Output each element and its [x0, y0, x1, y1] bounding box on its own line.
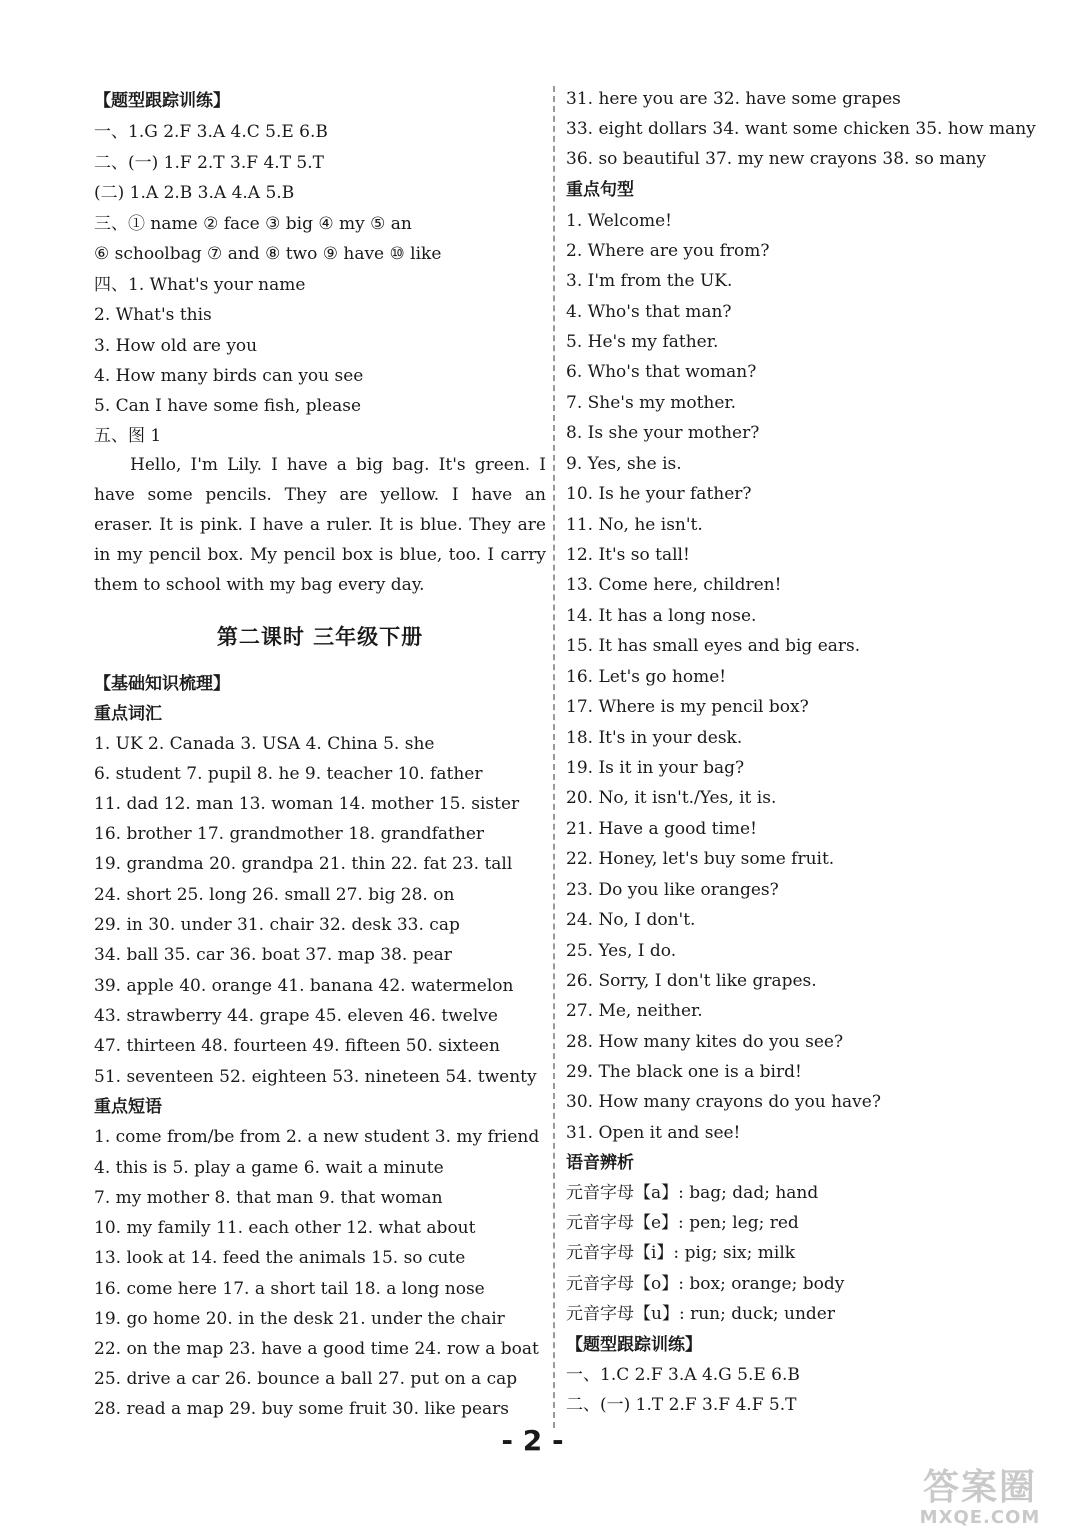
answer-line: 3. How old are you	[94, 336, 258, 356]
sentence-line: 8. Is she your mother?	[566, 423, 760, 443]
sentence-line: 19. Is it in your bag?	[566, 758, 745, 778]
answer-line: 五、图 1	[94, 426, 162, 446]
subsection-heading: 重点短语	[94, 1097, 162, 1117]
phrase-line: 1. come from/be from 2. a new student 3. my friend	[94, 1127, 540, 1147]
sentence-line: 10. Is he your father?	[566, 484, 752, 504]
sentence-line: 27. Me, neither.	[566, 1001, 703, 1021]
sentence-line: 6. Who's that woman?	[566, 362, 757, 382]
sentence-line: 5. He's my father.	[566, 332, 719, 352]
phonics-line: 元音字母【o】: box; orange; body	[566, 1274, 845, 1294]
sentence-line: 26. Sorry, I don't like grapes.	[566, 971, 817, 991]
sentence-line: 30. How many crayons do you have?	[566, 1092, 881, 1112]
vocab-line: 16. brother 17. grandmother 18. grandfather	[94, 824, 485, 844]
answer-line: 三、① name ② face ③ big ④ my ⑤ an	[94, 214, 412, 234]
answer-line: 四、1. What's your name	[94, 275, 306, 295]
passage-paragraph: Hello, I'm Lily. I have a big bag. It's green. I have some pencils. They are yellow. I have an eraser. It is pink. I have a ruler. It is blue. They are in my pencil box. My pencil box is blue, too. I carry them to school with my bag every day.	[94, 455, 546, 595]
vocab-line: 1. UK 2. Canada 3. USA 4. China 5. she	[94, 734, 435, 754]
sentence-line: 7. She's my mother.	[566, 393, 737, 413]
watermark-top: 答案圈	[922, 1467, 1037, 1508]
sentence-line: 12. It's so tall!	[566, 545, 690, 565]
answer-line: 一、1.C 2.F 3.A 4.G 5.E 6.B	[566, 1365, 800, 1385]
answer-line: 2. What's this	[94, 305, 212, 325]
section-heading: 【题型跟踪训练】	[566, 1335, 702, 1355]
sentence-line: 20. No, it isn't./Yes, it is.	[566, 788, 777, 808]
sentence-line: 31. Open it and see!	[566, 1123, 741, 1143]
phonics-line: 元音字母【a】: bag; dad; hand	[566, 1183, 819, 1203]
column-divider	[553, 86, 555, 1428]
phrase-line: 31. here you are 32. have some grapes	[566, 89, 901, 109]
vocab-line: 43. strawberry 44. grape 45. eleven 46. twelve	[94, 1006, 498, 1026]
answer-line: 4. How many birds can you see	[94, 366, 364, 386]
phrase-line: 4. this is 5. play a game 6. wait a minute	[94, 1158, 444, 1178]
sentence-line: 29. The black one is a bird!	[566, 1062, 802, 1082]
vocab-line: 6. student 7. pupil 8. he 9. teacher 10. father	[94, 764, 483, 784]
phrase-line: 13. look at 14. feed the animals 15. so cute	[94, 1248, 466, 1268]
sentence-line: 28. How many kites do you see?	[566, 1032, 844, 1052]
subsection-heading: 重点句型	[566, 180, 634, 200]
phrase-line: 10. my family 11. each other 12. what about	[94, 1218, 476, 1238]
answer-line: 二、(一) 1.F 2.T 3.F 4.T 5.T	[94, 153, 324, 173]
answer-line: 二、(一) 1.T 2.F 3.F 4.F 5.T	[566, 1395, 797, 1415]
subsection-heading: 语音辨析	[566, 1153, 634, 1173]
sentence-line: 3. I'm from the UK.	[566, 271, 733, 291]
answer-line: 5. Can I have some fish, please	[94, 396, 362, 416]
answer-line: ⑥ schoolbag ⑦ and ⑧ two ⑨ have ⑩ like	[94, 244, 442, 264]
sentence-line: 24. No, I don't.	[566, 910, 696, 930]
sentence-line: 11. No, he isn't.	[566, 515, 703, 535]
watermark-bottom: MXQE.COM	[919, 1507, 1041, 1528]
vocab-line: 24. short 25. long 26. small 27. big 28. on	[94, 885, 455, 905]
watermark-logo	[900, 1468, 1060, 1532]
sentence-line: 14. It has a long nose.	[566, 606, 757, 626]
subsection-heading: 重点词汇	[94, 704, 162, 724]
sentence-line: 21. Have a good time!	[566, 819, 757, 839]
phrase-line: 7. my mother 8. that man 9. that woman	[94, 1188, 443, 1208]
vocab-line: 47. thirteen 48. fourteen 49. fifteen 50. sixteen	[94, 1036, 500, 1056]
phrase-line: 22. on the map 23. have a good time 24. row a boat	[94, 1339, 539, 1359]
section-heading: 【基础知识梳理】	[94, 674, 230, 694]
phrase-line: 19. go home 20. in the desk 21. under the chair	[94, 1309, 505, 1329]
sentence-line: 25. Yes, I do.	[566, 941, 677, 961]
phrase-line: 33. eight dollars 34. want some chicken 35. how many	[566, 119, 1036, 139]
sentence-line: 17. Where is my pencil box?	[566, 697, 809, 717]
vocab-line: 51. seventeen 52. eighteen 53. nineteen 54. twenty	[94, 1067, 537, 1087]
vocab-line: 11. dad 12. man 13. woman 14. mother 15. sister	[94, 794, 520, 814]
sentence-line: 4. Who's that man?	[566, 302, 732, 322]
sentence-line: 2. Where are you from?	[566, 241, 770, 261]
vocab-line: 34. ball 35. car 36. boat 37. map 38. pear	[94, 945, 452, 965]
sentence-line: 22. Honey, let's buy some fruit.	[566, 849, 835, 869]
answer-line: 一、1.G 2.F 3.A 4.C 5.E 6.B	[94, 122, 328, 142]
sentence-line: 15. It has small eyes and big ears.	[566, 636, 861, 656]
vocab-line: 19. grandma 20. grandpa 21. thin 22. fat 23. tall	[94, 854, 513, 874]
sentence-line: 16. Let's go home!	[566, 667, 727, 687]
phrase-line: 28. read a map 29. buy some fruit 30. like pears	[94, 1399, 509, 1419]
answer-line: (二) 1.A 2.B 3.A 4.A 5.B	[94, 183, 295, 203]
vocab-line: 29. in 30. under 31. chair 32. desk 33. cap	[94, 915, 460, 935]
sentence-line: 23. Do you like oranges?	[566, 880, 779, 900]
vocab-line: 39. apple 40. orange 41. banana 42. watermelon	[94, 976, 514, 996]
phrase-line: 25. drive a car 26. bounce a ball 27. put on a cap	[94, 1369, 518, 1389]
phonics-line: 元音字母【i】: pig; six; milk	[566, 1243, 796, 1263]
sentence-line: 1. Welcome!	[566, 211, 672, 231]
phrase-line: 36. so beautiful 37. my new crayons 38. so many	[566, 149, 987, 169]
section-heading: 【题型跟踪训练】	[94, 91, 230, 111]
phonics-line: 元音字母【e】: pen; leg; red	[566, 1213, 799, 1233]
page-number: - 2 -	[501, 1424, 564, 1457]
lesson-title: 第二课时 三年级下册	[216, 624, 424, 649]
sentence-line: 18. It's in your desk.	[566, 728, 743, 748]
sentence-line: 9. Yes, she is.	[566, 454, 682, 474]
phrase-line: 16. come here 17. a short tail 18. a long nose	[94, 1279, 485, 1299]
sentence-line: 13. Come here, children!	[566, 575, 782, 595]
phonics-line: 元音字母【u】: run; duck; under	[566, 1304, 835, 1324]
